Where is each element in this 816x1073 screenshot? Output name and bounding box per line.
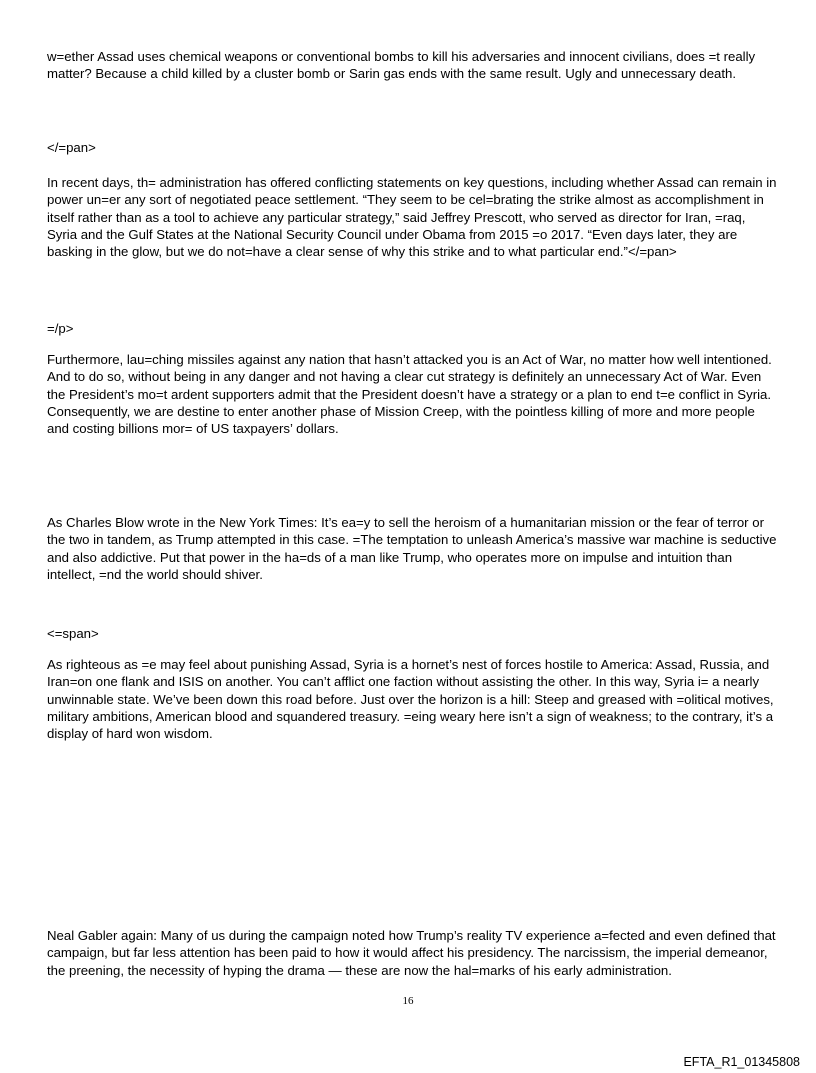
paragraph-act-of-war: Furthermore, lau=ching missiles against any nation that hasn’t attacked you is an Act of War, no matter how well intentioned. And to do so, without being in any danger and not having a clear cut strategy is definitely an unnecessary Act of War. Even the President’s mo=t ardent supporters admit that the President doesn’t have a strategy or a plan to end t=e conflict in Syria. Consequently, we are destine to enter another phase of Mission Creep, with the pointless killing of more and more people and costing billions mor= of US taxpayers’ dollars. [47, 352, 772, 437]
stray-markup-span: <=span> [47, 626, 99, 641]
paragraph-conflicting-statements: In recent days, th= administration has offered conflicting statements on key questions, including whether Assad can remain in power un=er any sort of negotiated peace settlement. “They seem to be cel=brating the strike almost as accomplishment in itself rather than as a tool to achieve any particular strategy,” said Jeffrey Prescott, who served as director for Iran, =raq, Syria and the Gulf States at the National Security Council under Obama from 2015 =o 2017. “Even days later, they are basking in the glow, but we do not=have a clear sense of why this strike and to what particular end.”</=pan> [47, 175, 777, 260]
paragraph-neal-gabler: Neal Gabler again: Many of us during the campaign noted how Trump’s reality TV experience a=fected and even defined that campaign, but far less attention has been paid to how it would affect his presidency. The narcissism, the imperial demeanor, the preening, the necessity of hyping the drama — these are now the hal=marks of his early administration. [47, 928, 776, 978]
paragraph-chemical-weapons: w=ether Assad uses chemical weapons or conventional bombs to kill his adversaries and innocent civilians, does =t really matter? Because a child killed by a cluster bomb or Sarin gas ends with the same result. Ugly and unnecessary death. [47, 49, 756, 82]
paragraph-charles-blow: As Charles Blow wrote in the New York Times: It’s ea=y to sell the heroism of a humanitarian mission or the fear of terror or the two in tandem, as Trump attempted in this case. =The temptation to unleash America’s massive war machine is seductive and also addictive. Put that power in the ha=ds of a man like Trump, who operates more on impulse and intuition than intellect, =nd the world should shiver. [47, 515, 777, 582]
stray-markup-p: =/p> [47, 321, 74, 336]
document-id: EFTA_R1_01345808 [683, 1055, 800, 1069]
stray-markup-pan: </=pan> [47, 140, 96, 155]
page-number: 16 [402, 995, 414, 1007]
paragraph-hornets-nest: As righteous as =e may feel about punishing Assad, Syria is a hornet’s nest of forces hostile to America: Assad, Russia, and Iran=on one flank and ISIS on another. You can’t afflict one faction without assisting the other. In this way, Syria i= a nearly unwinnable state. We’ve been down this road before. Just over the horizon is a hill: Steep and greased with =olitical motives, military ambitions, American blood and squandered treasury. =eing weary here isn’t a sign of weakness; to the contrary, it’s a display of hard won wisdom. [47, 657, 774, 742]
